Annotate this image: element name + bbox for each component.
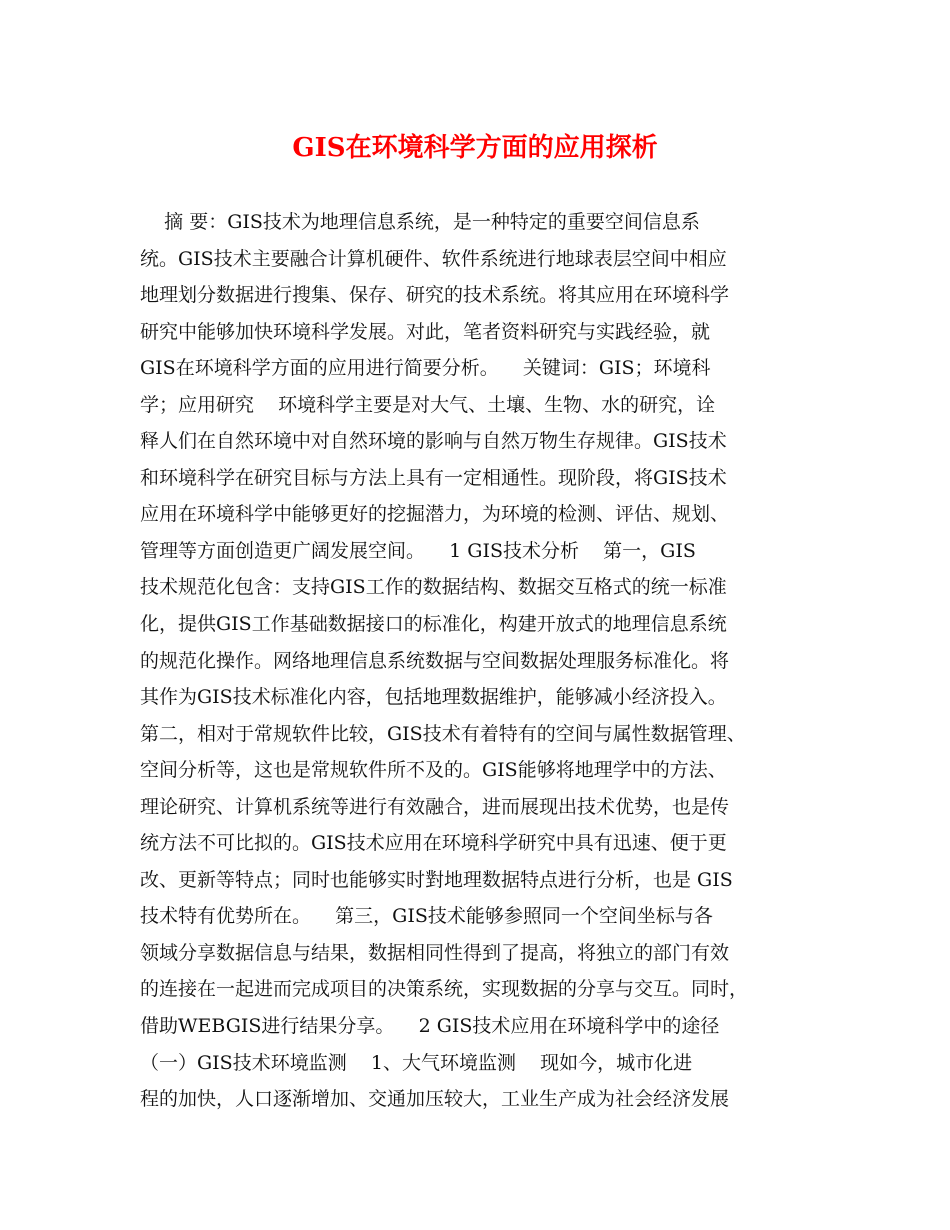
body-line: 研究中能够加快环境科学发展。对此，笔者资料研究与实践经验，就 <box>140 320 711 343</box>
document-body <box>140 204 830 1118</box>
body-line: 空间分析等，这也是常规软件所不及的。GIS能够将地理学中的方法、 <box>140 759 727 782</box>
body-line: 学；应用研究 环境科学主要是对大气、土壤、生物、水的研究，诠 <box>140 393 716 416</box>
body-line: 理论研究、计算机系统等进行有效融合，进而展现出技术优势，也是传 <box>140 795 730 818</box>
body-line: 统。GIS技术主要融合计算机硬件、软件系统进行地球表层空间中相应 <box>140 247 727 270</box>
body-line: 技术特有优势所在。 第三，GIS技术能够参照同一个空间坐标与各 <box>140 905 713 928</box>
body-line: 借助WEBGIS进行结果分享。 2 GIS技术应用在环境科学中的途径 <box>140 1015 720 1038</box>
body-line: 其作为GIS技术标准化内容，包括地理数据维护，能够减小经济投入。 <box>140 686 727 709</box>
body-line: 统方法不可比拟的。GIS技术应用在环境科学研究中具有迅速、便于更 <box>140 832 727 855</box>
body-line: （一）GIS技术环境监测 1、大气环境监测 现如今，城市化进 <box>140 1051 693 1074</box>
body-line: 地理划分数据进行搜集、保存、研究的技术系统。将其应用在环境科学 <box>140 284 730 307</box>
body-line: 程的加快，人口逐渐增加、交通加压较大，工业生产成为社会经济发展 <box>140 1088 730 1111</box>
body-line: GIS在环境科学方面的应用进行简要分析。 关键词：GIS；环境科 <box>140 357 711 380</box>
body-line: 应用在环境科学中能够更好的挖掘潜力，为环境的检测、评估、规划、 <box>140 503 730 526</box>
body-line: 领域分享数据信息与结果，数据相同性得到了提高，将独立的部门有效 <box>140 941 730 964</box>
body-line: 的连接在一起进而完成项目的决策系统，实现数据的分享与交互。同时， <box>140 978 749 1001</box>
document-title: GIS在环境科学方面的应用探析 <box>292 133 658 163</box>
body-line: 摘 要：GIS技术为地理信息系统，是一种特定的重要空间信息系 <box>140 211 700 233</box>
body-line: 技术规范化包含：支持GIS工作的数据结构、数据交互格式的统一标准 <box>140 576 727 599</box>
body-line: 和环境科学在研究目标与方法上具有一定相通性。现阶段，将GIS技术 <box>140 466 727 489</box>
body-line: 管理等方面创造更广阔发展空间。 1 GIS技术分析 第一，GIS <box>140 539 696 562</box>
body-line: 改、更新等特点；同时也能够实时對地理数据特点进行分析，也是 GIS <box>140 868 733 891</box>
body-line: 化，提供GIS工作基础数据接口的标准化，构建开放式的地理信息系统 <box>140 613 727 636</box>
body-line: 的规范化操作。网络地理信息系统数据与空间数据处理服务标准化。将 <box>140 649 730 672</box>
body-line: 释人们在自然环境中对自然环境的影响与自然万物生存规律。GIS技术 <box>140 430 727 453</box>
body-line: 第二，相对于常规软件比较，GIS技术有着特有的空间与属性数据管理、 <box>140 722 746 745</box>
